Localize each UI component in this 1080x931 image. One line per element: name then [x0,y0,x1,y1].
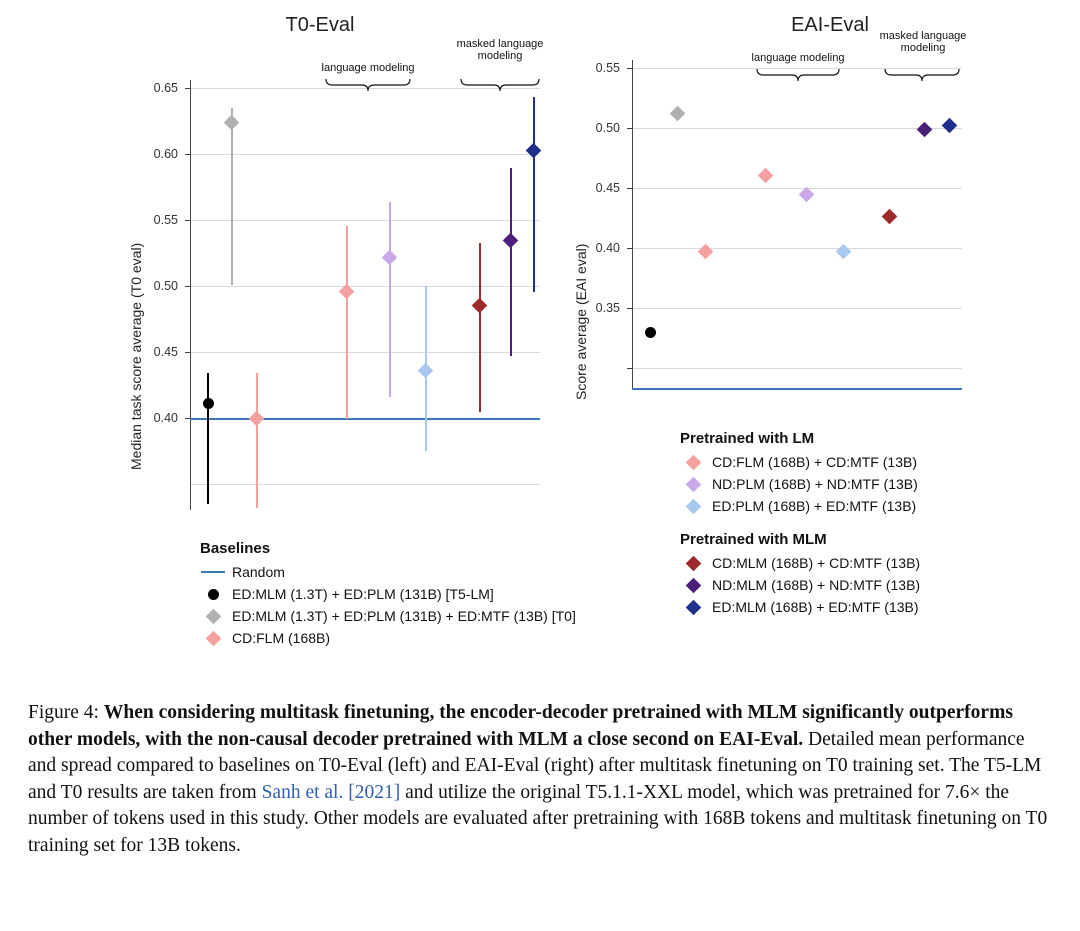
error-bar [510,168,512,356]
y-tick [185,154,190,155]
legend-label: ED:MLM (1.3T) + ED:PLM (131B) [T5-LM] [232,586,494,602]
point-t5lm-t0[interactable] [203,398,214,409]
y-tick-label: 0.45 [595,181,620,195]
gridline [632,368,962,369]
error-bar [256,373,258,508]
point-cdflm-eai[interactable] [698,244,714,260]
y-axis-label-t0: Median task score average (T0 eval) [128,242,144,470]
random-baseline-line-t0 [190,418,540,420]
y-tick [627,188,632,189]
legend-item[interactable] [680,451,920,473]
diamond-marker-icon [200,633,226,644]
y-tick-label: 0.55 [153,213,178,227]
legend-item[interactable] [200,605,576,627]
caption-body-2: and utilize the original T5.1.1-XXL model, which was pretrained for 7.6× the number of tokens used in this study. Other models are evaluated after pretraining with 168B tokens and multitask finetuning on T0 training set for 13B tokens. [28,781,1048,856]
y-tick [627,128,632,129]
legend-title-mlm: Pretrained with MLM [680,531,827,548]
citation-link[interactable]: Sanh et al. [261,781,344,803]
legend-label: ND:PLM (168B) + ND:MTF (13B) [712,476,918,492]
random-baseline-line-eai [632,388,962,390]
legend-item[interactable] [200,561,576,583]
error-bar [346,226,348,419]
figure-caption [28,700,1052,859]
gridline [632,128,962,129]
group-label-lm-t0: language modeling [321,62,415,74]
y-tick [185,286,190,287]
diamond-marker-icon [680,580,706,591]
error-bar [231,108,233,285]
group-label-lm-eai: language modeling [751,52,845,64]
random-line-icon [200,571,226,573]
legend-label: CD:MLM (168B) + CD:MTF (13B) [712,555,921,571]
y-tick-label: 0.65 [153,81,178,95]
gridline [632,188,962,189]
y-tick [185,220,190,221]
y-tick [185,352,190,353]
diamond-marker-icon [680,479,706,490]
point-cdmlm-mtf-t0[interactable] [472,298,488,314]
legend-label: CD:FLM (168B) [232,630,331,646]
group-label-mlm-t0: masked language modeling [456,38,544,62]
gridline [190,484,540,485]
y-tick [627,68,632,69]
y-tick-label: 0.50 [595,121,620,135]
point-cdflm-mtf-eai[interactable] [758,168,774,184]
legend-baselines [200,540,576,649]
y-axis-label-eai: Score average (EAI eval) [573,243,589,400]
y-axis-eai [632,60,633,390]
panel-title-eai: EAI-Eval [791,14,869,36]
panel-title-t0: T0-Eval [285,14,355,36]
brace-mlm-t0 [460,78,540,97]
y-tick [627,248,632,249]
y-tick-label: 0.45 [153,345,178,359]
y-tick-label: 0.60 [153,147,178,161]
y-tick-label: 0.35 [595,301,620,315]
error-bar [479,243,481,412]
brace-mlm-eai [884,68,960,87]
legend-label: ED:MLM (1.3T) + ED:PLM (131B) + ED:MTF (13B) [T0] [232,608,576,624]
point-edmlm-mtf-eai[interactable] [942,118,958,134]
caption-bold: When considering multitask finetuning, the encoder-decoder pretrained with MLM significantly outperforms other models, with the non-causal decoder pretrained with MLM a close second on EAI-Eval. [28,702,1013,750]
y-tick-label: 0.40 [595,241,620,255]
legend-item[interactable] [200,627,576,649]
group-label-mlm-eai: masked language modeling [879,30,967,54]
legend-label: ED:PLM (168B) + ED:MTF (13B) [712,498,917,514]
gridline [190,286,540,287]
y-tick-label: 0.50 [153,279,178,293]
legend-item[interactable] [680,596,920,618]
brace-lm-t0 [325,78,411,97]
point-edplm-mtf-t0[interactable] [418,363,434,379]
legend-label: Random [232,564,285,580]
error-bar [207,373,209,504]
gridline [190,352,540,353]
y-tick [627,308,632,309]
diamond-marker-icon [680,457,706,468]
legend-item[interactable] [200,583,576,605]
gridline [190,220,540,221]
point-ndplm-mtf-t0[interactable] [382,250,398,266]
legend-label: ED:MLM (168B) + ED:MTF (13B) [712,599,919,615]
caption-body-1: Detailed mean performance and spread compared to baselines on T0-Eval (left) and EAI-Eval (right) after multitask finetuning on T0 training set. The T5-LM and T0 results are taken from [28,728,1042,803]
diamond-marker-icon [680,501,706,512]
legend-pretrained [680,430,920,618]
y-tick [627,368,632,369]
point-ndmlm-mtf-t0[interactable] [503,233,519,249]
gridline [190,154,540,155]
diamond-marker-icon [200,611,226,622]
legend-title-lm: Pretrained with LM [680,430,815,447]
y-tick-label: 0.40 [153,411,178,425]
legend-item[interactable] [680,574,920,596]
brace-lm-eai [756,68,840,87]
diamond-marker-icon [680,602,706,613]
legend-item[interactable] [680,495,920,517]
diamond-marker-icon [680,558,706,569]
legend-label: ND:MLM (168B) + ND:MTF (13B) [712,577,921,593]
legend-title-baselines: Baselines [200,540,271,557]
point-ndplm-mtf-eai[interactable] [799,187,815,203]
point-t0-eai[interactable] [670,106,686,122]
point-edmlm-mtf-t0[interactable] [526,143,542,159]
point-t5lm-eai[interactable] [645,327,656,338]
gridline [632,308,962,309]
error-bar [533,97,535,292]
y-tick [185,88,190,89]
point-t0-t0[interactable] [224,115,240,131]
point-edplm-mtf-eai[interactable] [836,244,852,260]
gridline [632,248,962,249]
legend-item[interactable] [680,473,920,495]
y-axis-t0 [190,80,191,510]
citation-year[interactable]: [2021] [343,781,401,803]
point-cdmlm-mtf-eai[interactable] [882,209,898,225]
error-bar [389,202,391,397]
caption-prefix: Figure 4: [28,702,104,723]
y-tick-label: 0.55 [595,61,620,75]
circle-marker-icon [200,589,226,600]
legend-item[interactable] [680,552,920,574]
legend-label: CD:FLM (168B) + CD:MTF (13B) [712,454,917,470]
point-ndmlm-mtf-eai[interactable] [917,122,933,138]
point-cdflm-t0[interactable] [249,411,265,427]
